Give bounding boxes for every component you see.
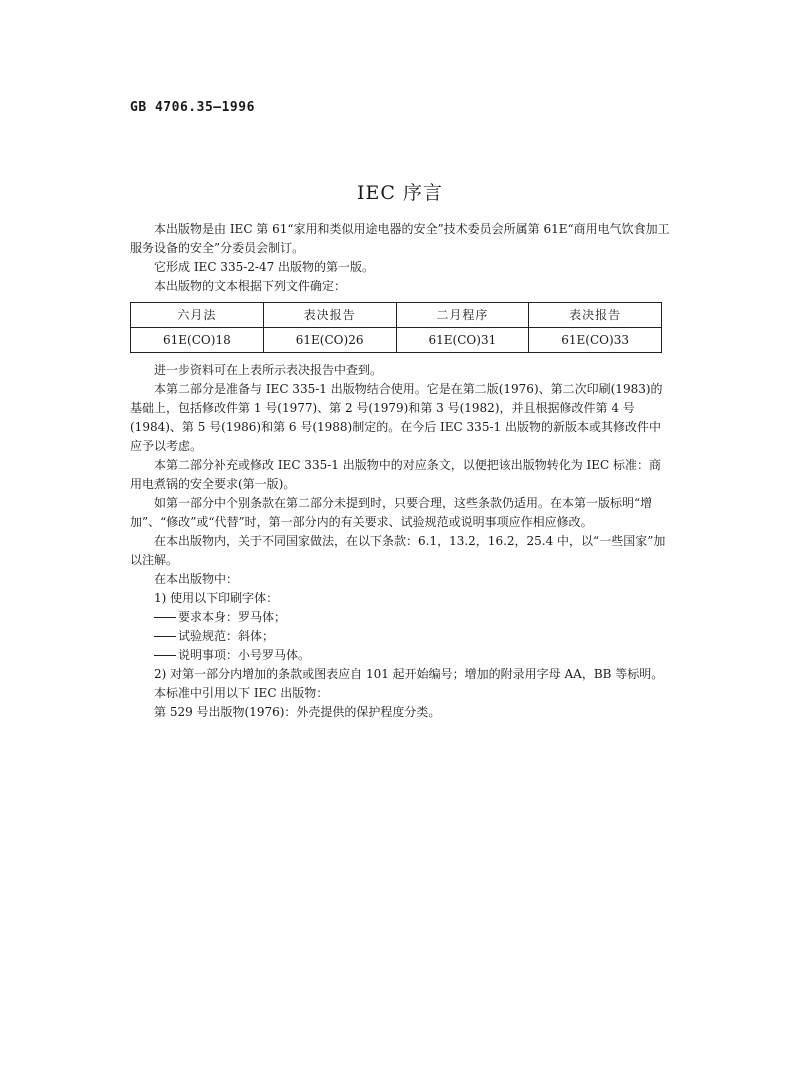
paragraph-3: 本出版物的文本根据下列文件确定： [154, 279, 347, 293]
paragraph-16: 第 529 号出版物(1976)：外壳提供的保护程度分类。 [154, 705, 441, 719]
em-dash [154, 655, 176, 656]
standard-code: GB 4706.35—1996 [130, 100, 255, 115]
paragraph-7: 如第一部分中个别条款在第二部分未提到时，只要合理，这些条款仍适用。在本第一版标明“增加”、“修改”或“代替”时，第一部分内的有关要求、试验规范或说明事项应作相应修改。 [130, 496, 653, 529]
paragraph-5: 本第二部分是准备与 IEC 335-1 出版物结合使用。它是在第二版(1976)、第二次印刷(1983)的基础上，包括修改件第 1 号(1977)、第 2 号(1979)和第 3 号(1982)，并且根据修改件第 4 号(1984)、第 5 号(1986)和第 6 号(1988)制定的。在今后 IEC 335-1 出版物的新版本或其修改件中应予以考虑。 [130, 382, 663, 453]
em-dash [154, 636, 176, 637]
paragraph-4: 进一步资料可在上表所示表决报告中查到。 [154, 363, 383, 377]
table-header-cell: 表决报告 [263, 303, 396, 328]
voting-documents-table [130, 302, 662, 353]
paragraph-8: 在本出版物内，关于不同国家做法，在以下条款：6.1，13.2，16.2，25.4 中，以“一些国家”加以注解。 [130, 534, 666, 567]
paragraph-2: 它形成 IEC 335-2-47 出版物的第一版。 [154, 260, 375, 274]
list-item-text: 要求本身：罗马体； [178, 610, 287, 624]
list-item-text: 说明事项：小号罗马体。 [178, 648, 311, 662]
table-header-cell: 表决报告 [529, 303, 662, 328]
body-text [130, 220, 670, 722]
table-cell: 61E(CO)31 [396, 328, 529, 353]
em-dash [154, 617, 176, 618]
table-cell: 61E(CO)26 [263, 328, 396, 353]
list-item-text: 试验规范：斜体； [178, 629, 275, 643]
table-header-cell: 二月程序 [396, 303, 529, 328]
table-header-cell: 六月法 [131, 303, 264, 328]
list-item-notes [130, 646, 670, 665]
paragraph-14: 2) 对第一部分内增加的条款或图表应自 101 起开始编号；增加的附录用字母 AA，BB 等标明。 [154, 667, 664, 681]
list-item-test-spec [130, 627, 670, 646]
page-title: IEC 序言 [357, 182, 443, 204]
paragraph-9: 在本出版物中： [154, 572, 239, 586]
table-header-row [131, 303, 662, 328]
paragraph-15: 本标准中引用以下 IEC 出版物： [154, 686, 329, 700]
paragraph-1: 本出版物是由 IEC 第 61“家用和类似用途电器的安全”技术委员会所属第 61E“商用电气饮食加工服务设备的安全”分委员会制订。 [130, 222, 670, 255]
table-cell: 61E(CO)18 [131, 328, 264, 353]
table-row [131, 328, 662, 353]
paragraph-10: 1) 使用以下印刷字体： [154, 591, 279, 605]
list-item-requirement [130, 608, 670, 627]
table-cell: 61E(CO)33 [529, 328, 662, 353]
paragraph-6: 本第二部分补充或修改 IEC 335-1 出版物中的对应条文，以便把该出版物转化为 IEC 标准：商用电煮锅的安全要求(第一版)。 [130, 458, 662, 491]
